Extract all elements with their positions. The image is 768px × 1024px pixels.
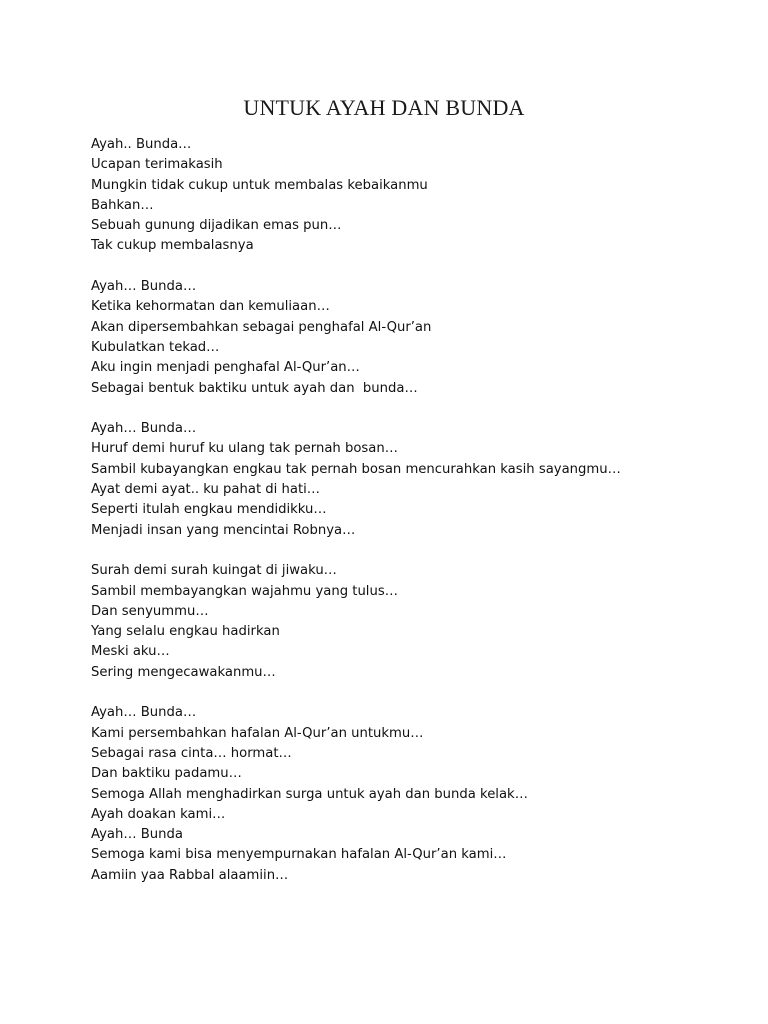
poem-line: Sambil kubayangkan engkau tak pernah bosan mencurahkan kasih sayangmu… — [91, 461, 621, 477]
poem-line: Ayat demi ayat.. ku pahat di hati… — [91, 482, 320, 498]
stanza-1 — [91, 135, 711, 257]
stanza-3 — [91, 419, 711, 541]
stanza-4 — [91, 561, 711, 683]
poem-line: Dan baktiku padamu… — [91, 766, 242, 782]
poem-line: Tak cukup membalasnya — [91, 238, 254, 254]
poem-line: Meski aku… — [91, 644, 170, 660]
poem-line: Sebagai rasa cinta… hormat… — [91, 745, 292, 761]
poem-line: Akan dipersembahkan sebagai penghafal Al-Qur’an — [91, 319, 432, 335]
poem-line: Ayah… Bunda… — [91, 705, 197, 721]
poem-line: Ayah… Bunda… — [91, 279, 197, 295]
poem-line: Ayah… Bunda — [91, 827, 183, 843]
poem-line: Bahkan… — [91, 197, 154, 213]
poem-line: Kubulatkan tekad… — [91, 339, 220, 355]
poem-line: Sebuah gunung dijadikan emas pun… — [91, 218, 342, 234]
poem-line: Mungkin tidak cukup untuk membalas kebaikanmu — [91, 177, 428, 193]
poem-line: Dan senyummu… — [91, 603, 209, 619]
poem-line: Sebagai bentuk baktiku untuk ayah dan bunda… — [91, 380, 418, 396]
poem-line: Huruf demi huruf ku ulang tak pernah bosan… — [91, 441, 398, 457]
stanza-5 — [91, 703, 711, 886]
poem-body — [91, 135, 711, 906]
poem-line: Ucapan terimakasih — [91, 157, 223, 173]
stanza-2 — [91, 277, 711, 399]
poem-line: Menjadi insan yang mencintai Robnya… — [91, 522, 356, 538]
poem-line: Seperti itulah engkau mendidikku… — [91, 502, 327, 518]
poem-line: Surah demi surah kuingat di jiwaku… — [91, 563, 337, 579]
poem-line: Semoga kami bisa menyempurnakan hafalan Al-Qur’an kami… — [91, 847, 507, 863]
poem-line: Sering mengecawakanmu… — [91, 664, 276, 680]
poem-line: Aamiin yaa Rabbal alaamiin… — [91, 867, 289, 883]
poem-line: Semoga Allah menghadirkan surga untuk ayah dan bunda kelak… — [91, 786, 528, 802]
poem-line: Kami persembahkan hafalan Al-Qur’an untukmu… — [91, 725, 424, 741]
poem-line: Aku ingin menjadi penghafal Al-Qur’an… — [91, 360, 360, 376]
poem-line: Ketika kehormatan dan kemuliaan… — [91, 299, 330, 315]
poem-line: Ayah doakan kami… — [91, 806, 226, 822]
poem-line: Ayah… Bunda… — [91, 421, 197, 437]
poem-line: Ayah.. Bunda… — [91, 137, 192, 152]
poem-line: Sambil membayangkan wajahmu yang tulus… — [91, 583, 398, 599]
poem-line: Yang selalu engkau hadirkan — [91, 624, 280, 640]
document-title: UNTUK AYAH DAN BUNDA — [243, 95, 525, 120]
